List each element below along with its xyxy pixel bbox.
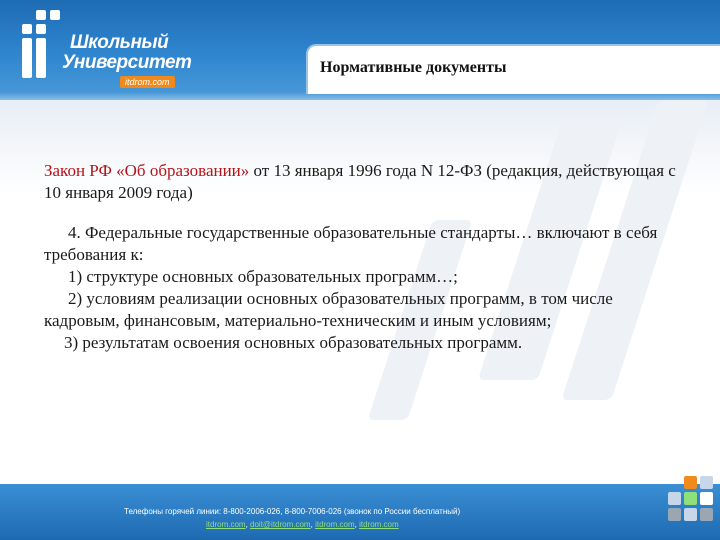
page-title: Нормативные документы xyxy=(320,59,507,76)
paragraph-item-2: 2) условиям реализации основных образовательных программ, в том числе кадровым, финансовым, материально-техническим и иным условиям; xyxy=(44,289,613,330)
logo-squares-icon xyxy=(14,10,64,80)
footer-squares-icon xyxy=(664,476,716,536)
paragraph-item-3: 3) результатам освоения основных образовательных программ. xyxy=(64,333,523,352)
title-box xyxy=(306,44,720,94)
school-university-logo xyxy=(10,6,190,96)
footer xyxy=(0,484,720,540)
footer-link-2[interactable]: doit@itdrom.com xyxy=(250,520,311,529)
footer-link-3[interactable]: itdrom.com xyxy=(315,520,355,529)
logo-site: itdrom.com xyxy=(120,76,175,88)
law-title: Закон РФ «Об образовании» xyxy=(44,161,250,180)
logo-text-line2: Университет xyxy=(62,52,192,73)
content xyxy=(44,160,684,354)
paragraph-standards: 4. Федеральные государственные образовательные стандарты… включают в себя требования к: xyxy=(44,223,658,264)
law-details: от 13 января 1996 года N 12-ФЗ (редакция, действующая с 10 января 2009 года) xyxy=(44,161,676,202)
hotline-phones: Телефоны горячей линии: 8-800-2006-026, 8-800-7006-026 (звонок по России бесплатный) xyxy=(124,507,461,516)
footer-link-4[interactable]: itdrom.com xyxy=(359,520,399,529)
footer-link-1[interactable]: itdrom.com xyxy=(206,520,246,529)
footer-links: itdrom.com, doit@itdrom.com, itdrom.com, itdrom.com xyxy=(206,520,399,529)
logo-text-line1: Школьный xyxy=(70,32,169,53)
paragraph-item-1: 1) структуре основных образовательных программ…; xyxy=(68,267,458,286)
law-reference xyxy=(44,160,684,204)
